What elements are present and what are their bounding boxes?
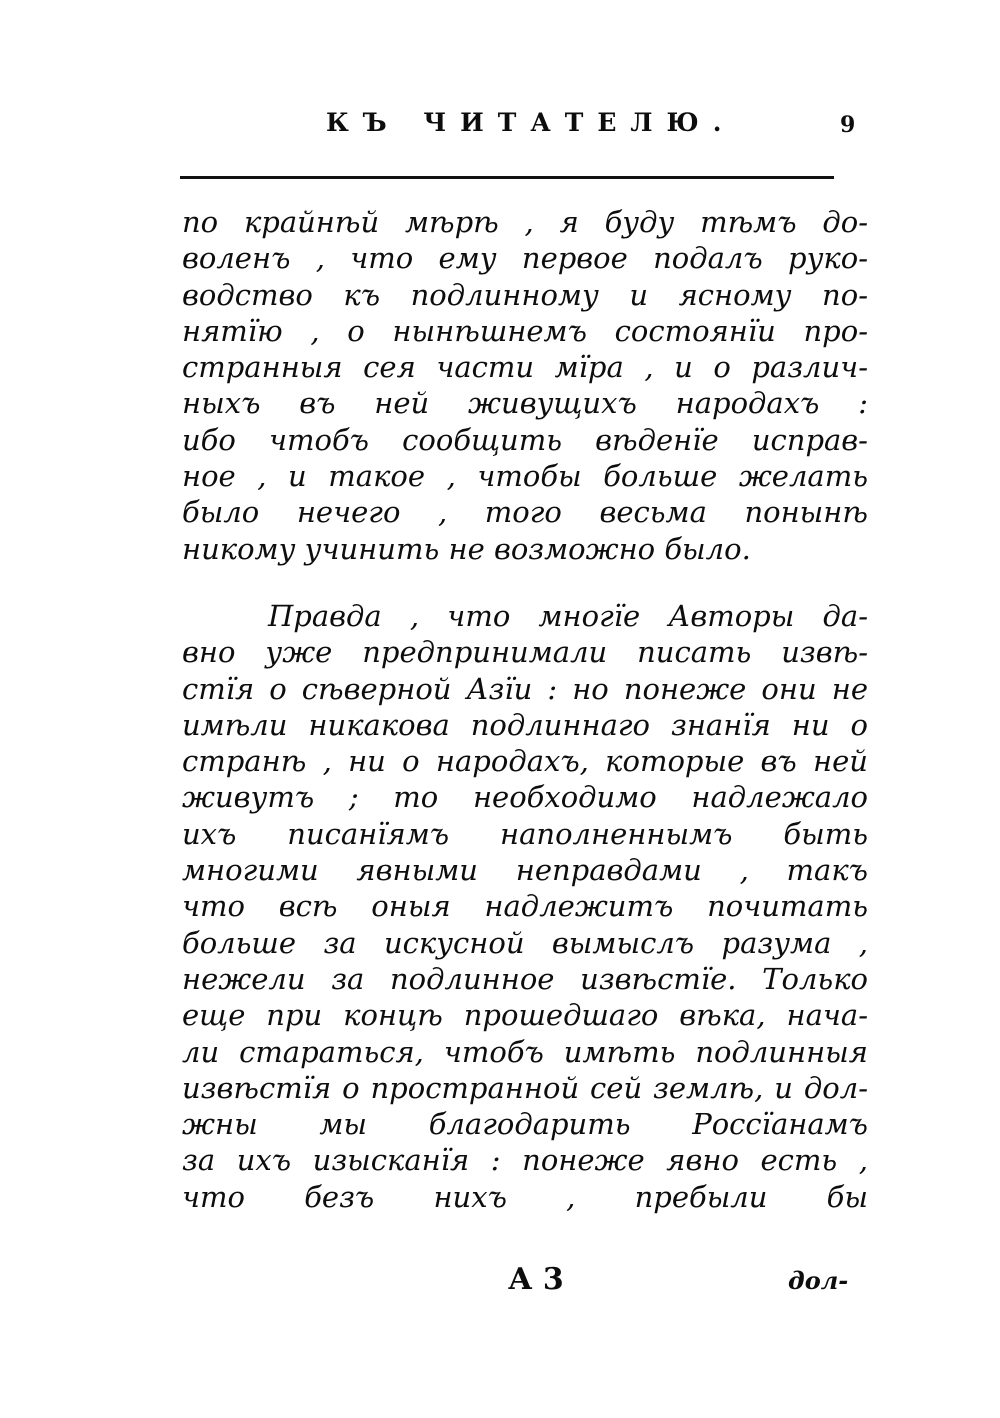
text-line: ибо чтобъ сообщить вѣденїе исправ-: [182, 422, 868, 457]
running-head: КЪ ЧИТАТЕЛЮ.: [326, 108, 736, 137]
text-line: нятїю , о нынѣшнемъ состоянїи про-: [182, 313, 868, 348]
text-line: живутъ ; то необходимо надлежало: [182, 780, 868, 815]
text-line: за ихъ изысканїя : понеже явно есть ,: [182, 1143, 868, 1178]
header-rule: [180, 176, 834, 179]
text-line: было нечего , того весьма понынѣ: [182, 495, 868, 530]
text-line: еще при концѣ прошедшаго вѣка, нача-: [182, 998, 868, 1033]
text-line: что безъ нихъ , пребыли бы: [182, 1179, 868, 1214]
text-line: по крайнѣй мѣрѣ , я буду тѣмъ до-: [182, 205, 868, 239]
text-line: что всѣ оныя надлежитъ почитать: [182, 889, 868, 924]
signature-mark: А 3: [508, 1262, 564, 1297]
text-line: ныхъ въ ней живущихъ народахъ :: [182, 386, 868, 421]
page-number: 9: [840, 112, 856, 138]
text-line: странѣ , ни о народахъ, которые въ ней: [182, 744, 868, 779]
text-line: ихъ писанїямъ наполненнымъ быть: [182, 816, 868, 851]
text-line: имѣли никакова подлиннаго знанїя ни о: [182, 707, 868, 742]
catchword: дол-: [788, 1266, 849, 1295]
text-line: многими явными неправдами , такъ: [182, 853, 868, 888]
text-line: воленъ , что ему первое подалъ руко-: [182, 241, 868, 276]
text-line: ное , и такое , чтобы больше желать: [182, 459, 868, 494]
text-line: стїя о сѣверной Азїи : но понеже они не: [182, 671, 868, 706]
text-line: ли стараться, чтобъ имѣть подлинныя: [182, 1034, 868, 1069]
paragraph-1: [182, 204, 868, 567]
paragraph-2: [182, 598, 868, 1215]
text-line: вно уже предпринимали писать извѣ-: [182, 635, 868, 670]
text-line: больше за искусной вымыслъ разума ,: [182, 925, 868, 960]
text-line: водство къ подлинному и ясному по-: [182, 277, 868, 312]
text-line-indented: Правда , что многїе Авторы да-: [268, 599, 868, 633]
text-line: странныя сея части мїра , и о различ-: [182, 350, 868, 385]
text-line: нежели за подлинное извѣстїе. Только: [182, 961, 868, 996]
text-line: жны мы благодарить Россїанамъ: [182, 1107, 868, 1142]
text-line: извѣстїя о пространной сей землѣ, и дол-: [182, 1070, 868, 1105]
text-line: никому учинить не возможно было.: [182, 531, 751, 566]
